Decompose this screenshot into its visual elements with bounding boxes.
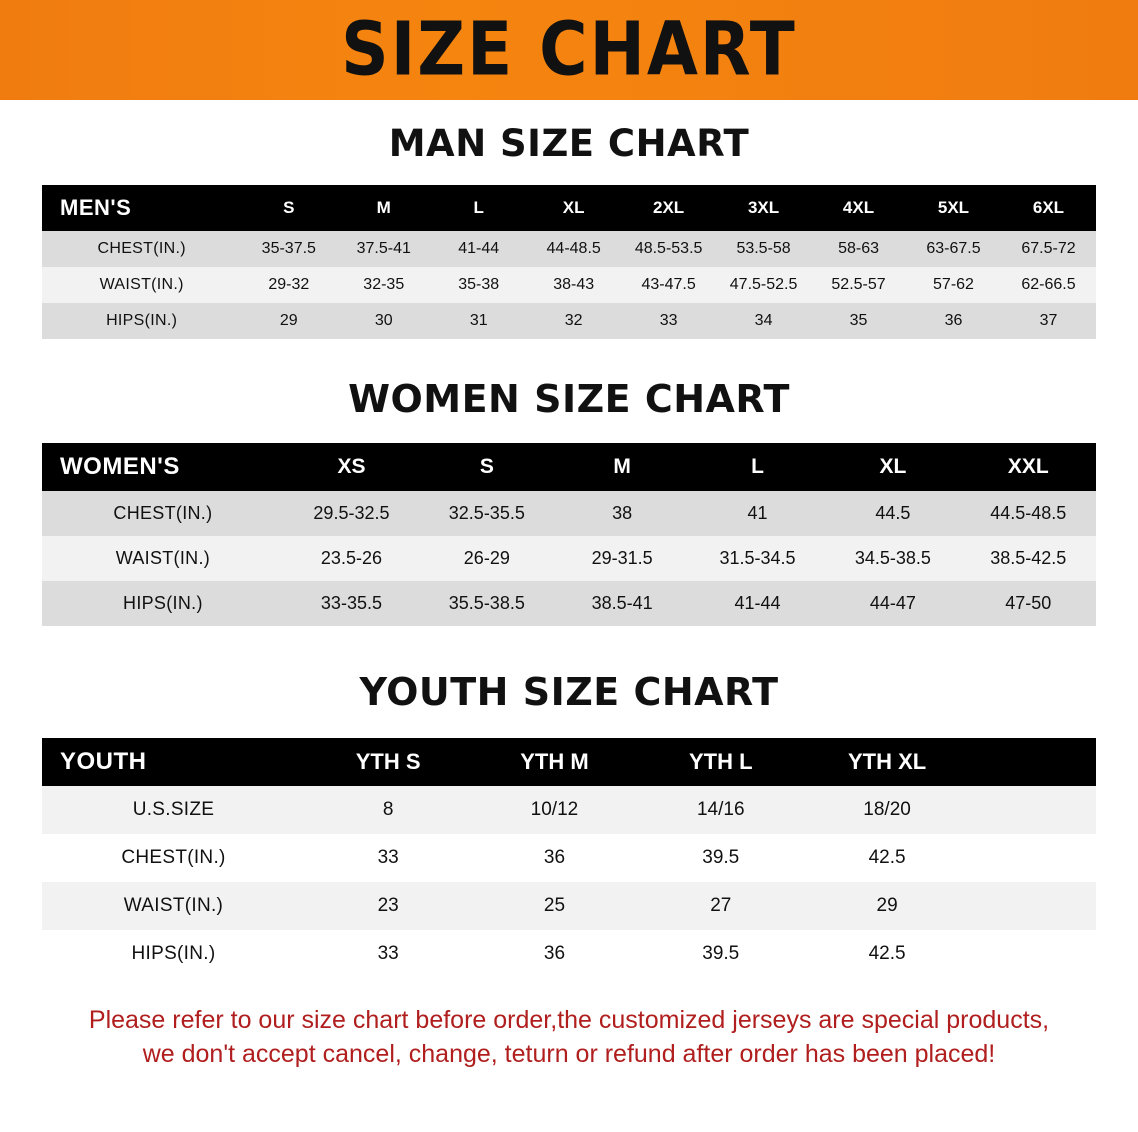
youth-row-1-label: CHEST(IN.) — [121, 847, 226, 868]
man-section-heading: MAN SIZE CHART — [388, 122, 750, 165]
youth-cell-1-3: 42.5 — [868, 847, 906, 868]
youth-header-cell-3: YTH L — [688, 749, 753, 774]
youth-cell-3-1: 36 — [543, 943, 566, 964]
man-row-1-label: WAIST(IN.) — [99, 276, 184, 293]
table-row — [42, 834, 1096, 882]
man-cell-2-3: 32 — [564, 312, 583, 329]
youth-cell-1-1: 36 — [543, 847, 566, 868]
women-header-cell-5: XL — [879, 455, 907, 478]
youth-cell-0-spacer — [970, 786, 1096, 834]
women-cell-0-1: 32.5-35.5 — [448, 503, 525, 523]
man-cell-1-1: 32-35 — [363, 276, 405, 293]
youth-cell-2-0: 23 — [377, 895, 399, 916]
youth-cell-2-2: 27 — [710, 895, 732, 916]
man-cell-1-3: 38-43 — [553, 276, 595, 293]
women-cell-1-3: 31.5-34.5 — [719, 548, 796, 568]
man-cell-2-1: 30 — [374, 312, 393, 329]
women-cell-2-0: 33-35.5 — [320, 593, 382, 613]
man-cell-0-4: 48.5-53.5 — [634, 240, 703, 257]
man-table-body — [42, 231, 1096, 339]
youth-cell-1-spacer — [970, 834, 1096, 882]
youth-cell-3-2: 39.5 — [702, 943, 740, 964]
youth-cell-2-spacer — [970, 882, 1096, 930]
man-cell-0-2: 41-44 — [458, 240, 500, 257]
table-row — [42, 786, 1096, 834]
women-cell-2-2: 38.5-41 — [591, 593, 653, 613]
women-cell-0-3: 41 — [747, 503, 768, 523]
man-table-wrap — [42, 185, 1096, 339]
man-cell-1-4: 43-47.5 — [641, 276, 696, 293]
youth-cell-1-2: 39.5 — [702, 847, 740, 868]
women-table-wrap — [42, 443, 1096, 626]
man-header-cell-2: M — [376, 198, 391, 217]
man-cell-2-8: 37 — [1039, 312, 1058, 329]
table-row — [42, 930, 1096, 978]
man-header-cell-1: S — [283, 198, 295, 217]
man-cell-0-6: 58-63 — [838, 240, 879, 257]
man-cell-1-7: 57-62 — [933, 276, 974, 293]
man-cell-0-8: 67.5-72 — [1021, 240, 1076, 257]
women-header-cell-6: XXL — [1007, 455, 1049, 478]
table-row — [42, 581, 1096, 626]
women-header-cell-4: L — [751, 455, 764, 478]
youth-row-0-label: U.S.SIZE — [132, 799, 215, 820]
youth-header-cell-spacer — [970, 738, 1096, 786]
women-row-2-label: HIPS(IN.) — [123, 593, 203, 613]
women-cell-2-3: 41-44 — [734, 593, 781, 613]
youth-cell-0-1: 10/12 — [530, 799, 579, 820]
table-header-row — [42, 185, 1096, 231]
disclaimer-line-2: we don't accept cancel, change, teturn or refund after order has been placed! — [142, 1039, 996, 1068]
banner — [0, 0, 1138, 100]
man-row-0-label: CHEST(IN.) — [97, 240, 186, 257]
man-cell-2-0: 29 — [279, 312, 298, 329]
disclaimer-note — [40, 1004, 1098, 1072]
man-cell-1-8: 62-66.5 — [1021, 276, 1076, 293]
youth-cell-0-3: 18/20 — [863, 799, 911, 820]
man-size-table — [42, 185, 1096, 339]
women-cell-1-1: 26-29 — [463, 548, 510, 568]
man-cell-1-6: 52.5-57 — [831, 276, 886, 293]
man-cell-0-1: 37.5-41 — [356, 240, 411, 257]
man-cell-0-7: 63-67.5 — [926, 240, 981, 257]
youth-size-table — [42, 738, 1096, 978]
table-header-row — [42, 738, 1096, 786]
youth-row-3-label: HIPS(IN.) — [131, 943, 216, 964]
man-cell-1-0: 29-32 — [268, 276, 310, 293]
table-header-row — [42, 443, 1096, 491]
man-cell-0-5: 53.5-58 — [736, 240, 791, 257]
youth-header-cell-4: YTH XL — [847, 749, 927, 774]
youth-row-2-label: WAIST(IN.) — [123, 895, 224, 916]
youth-header-cell-2: YTH M — [520, 749, 589, 774]
man-header-cell-0: MEN'S — [60, 195, 132, 220]
women-cell-1-0: 23.5-26 — [320, 548, 382, 568]
man-header-cell-6: 3XL — [747, 198, 780, 217]
man-cell-1-5: 47.5-52.5 — [729, 276, 798, 293]
youth-cell-3-spacer — [970, 930, 1096, 978]
man-header-cell-5: 2XL — [653, 198, 685, 217]
women-table-header — [42, 443, 1096, 491]
table-row — [42, 491, 1096, 536]
youth-cell-0-2: 14/16 — [696, 799, 745, 820]
youth-cell-2-3: 29 — [876, 895, 898, 916]
man-header-cell-3: L — [473, 198, 484, 217]
women-cell-0-0: 29.5-32.5 — [313, 503, 390, 523]
youth-section-heading: YOUTH SIZE CHART — [359, 670, 779, 714]
man-cell-2-5: 34 — [754, 312, 773, 329]
man-cell-2-6: 35 — [849, 312, 868, 329]
man-row-2-label: HIPS(IN.) — [106, 312, 178, 329]
youth-cell-3-3: 42.5 — [868, 943, 906, 964]
women-cell-2-4: 44-47 — [869, 593, 916, 613]
women-cell-0-4: 44.5 — [875, 503, 911, 523]
youth-table-wrap — [42, 738, 1096, 978]
youth-header-cell-0: YOUTH — [60, 748, 147, 775]
women-cell-2-5: 47-50 — [1005, 593, 1052, 613]
women-cell-1-5: 38.5-42.5 — [990, 548, 1067, 568]
youth-cell-3-0: 33 — [377, 943, 399, 964]
page-title: SIZE CHART — [341, 6, 797, 93]
youth-table-header — [42, 738, 1096, 786]
man-table-header — [42, 185, 1096, 231]
women-table-body — [42, 491, 1096, 626]
man-header-cell-8: 5XL — [937, 198, 970, 217]
women-cell-0-5: 44.5-48.5 — [990, 503, 1067, 523]
women-cell-0-2: 38 — [612, 503, 633, 523]
women-row-0-label: CHEST(IN.) — [113, 503, 213, 523]
women-size-table — [42, 443, 1096, 626]
youth-header-cell-1: YTH S — [355, 749, 421, 774]
youth-table-body — [42, 786, 1096, 978]
table-row — [42, 536, 1096, 581]
table-row — [42, 303, 1096, 339]
man-cell-0-0: 35-37.5 — [261, 240, 316, 257]
man-header-cell-4: XL — [562, 198, 585, 217]
women-cell-1-2: 29-31.5 — [591, 548, 653, 568]
table-row — [42, 882, 1096, 930]
man-cell-2-4: 33 — [659, 312, 678, 329]
man-cell-0-3: 44-48.5 — [546, 240, 601, 257]
women-row-1-label: WAIST(IN.) — [115, 548, 211, 568]
table-row — [42, 267, 1096, 303]
women-cell-1-4: 34.5-38.5 — [854, 548, 931, 568]
women-cell-2-1: 35.5-38.5 — [448, 593, 525, 613]
women-header-cell-1: XS — [337, 455, 366, 478]
man-cell-2-2: 31 — [469, 312, 488, 329]
women-header-cell-3: M — [613, 455, 631, 478]
youth-cell-1-0: 33 — [377, 847, 399, 868]
youth-cell-0-0: 8 — [382, 799, 394, 820]
women-header-cell-0: WOMEN'S — [60, 453, 180, 480]
table-row — [42, 231, 1096, 267]
man-header-cell-7: 4XL — [842, 198, 875, 217]
man-cell-2-7: 36 — [944, 312, 963, 329]
man-cell-1-2: 35-38 — [458, 276, 500, 293]
man-header-cell-9: 6XL — [1032, 198, 1065, 217]
youth-cell-2-1: 25 — [543, 895, 566, 916]
disclaimer-line-1: Please refer to our size chart before order,the customized jerseys are special products, — [88, 1006, 1050, 1034]
women-header-cell-2: S — [479, 455, 494, 478]
women-section-heading: WOMEN SIZE CHART — [348, 377, 790, 421]
